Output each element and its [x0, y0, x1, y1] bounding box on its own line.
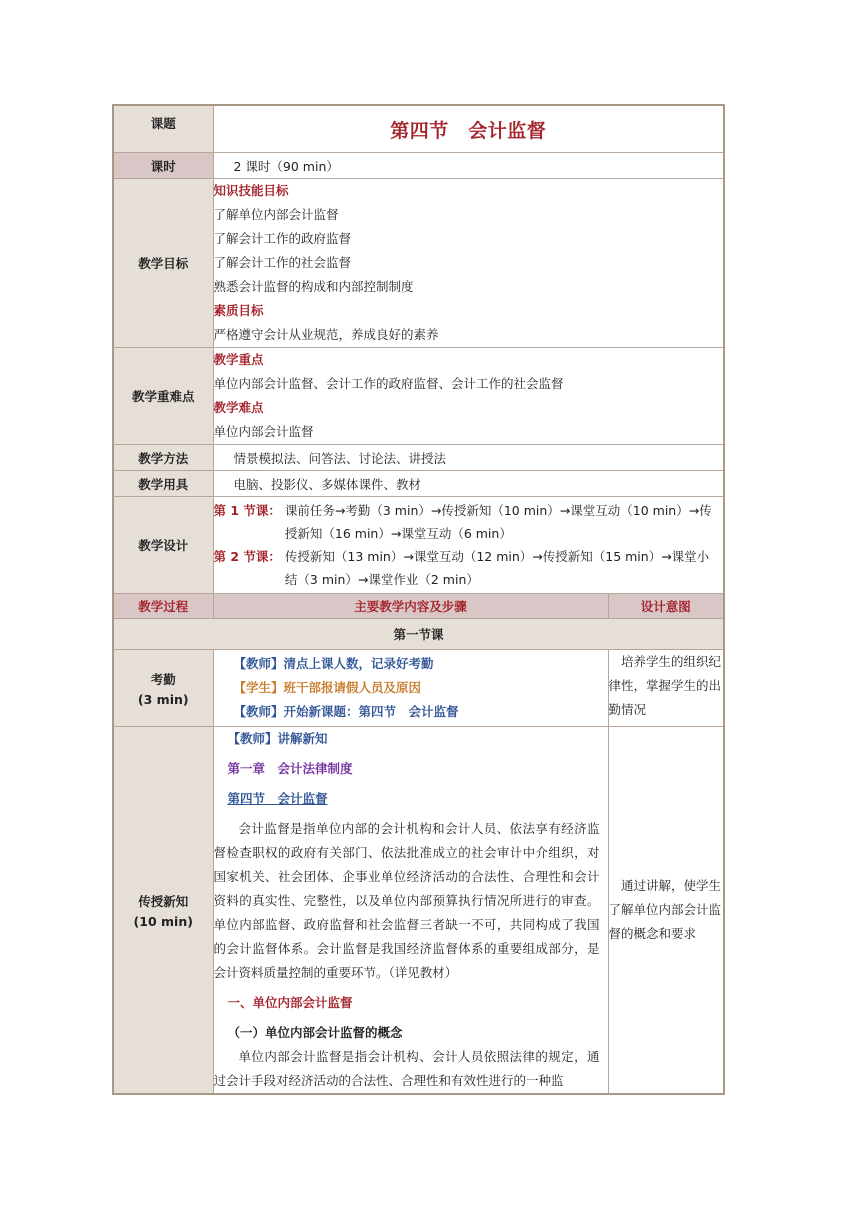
design-session-value: 传授新知（13 min）→课堂互动（12 min）→传授新知（15 min）→课堂小结（3 min）→课堂作业（2 min）	[284, 549, 710, 587]
attendance-label-cell	[113, 650, 213, 727]
teach-label-cell	[113, 727, 213, 1095]
content-col-header: 主要教学内容及步骤	[213, 594, 608, 619]
keypoints-label: 教学重难点	[113, 348, 213, 445]
design-label: 教学设计	[113, 497, 213, 594]
knowledge-item: 了解会计工作的社会监督	[213, 255, 352, 270]
objectives-row	[113, 179, 724, 348]
concept-paragraph: 单位内部会计监督是指会计机构、会计人员依照法律的规定，通过会计手段对经济活动的合法性、合理性和有效性进行的一种监	[213, 1049, 600, 1088]
attendance-duration: (3 min)	[137, 691, 189, 707]
quality-item: 严格遵守会计从业规范，养成良好的素养	[213, 327, 439, 342]
attendance-teacher-step: 【教师】清点上课人数，记录好考勤	[233, 656, 434, 671]
teach-duration: (10 min)	[133, 913, 193, 929]
knowledge-item: 了解单位内部会计监督	[213, 207, 339, 222]
keypoints-row	[113, 348, 724, 445]
hours-row	[113, 153, 724, 179]
topic-label: 课题	[113, 105, 213, 153]
attendance-row	[113, 650, 724, 727]
hours-value: 2 课时（90 min）	[213, 153, 724, 179]
attendance-content	[213, 650, 608, 727]
attendance-student-step: 【学生】班干部报请假人员及原因	[233, 680, 422, 695]
section-title: 第一节课	[113, 619, 724, 650]
teach-label: 传授新知	[138, 893, 189, 909]
teach-row	[113, 727, 724, 1095]
section-heading: 第四节 会计监督	[227, 791, 328, 806]
tools-label: 教学用具	[113, 471, 213, 497]
teach-content	[213, 727, 608, 1095]
page-title: 第四节 会计监督	[390, 119, 547, 142]
design-content	[213, 497, 724, 594]
objectives-content	[213, 179, 724, 348]
focus-heading: 教学重点	[213, 352, 264, 367]
topic-row	[113, 105, 724, 153]
definition-paragraph: 会计监督是指单位内部的会计机构和会计人员、依法享有经济监督检查职权的政府有关部门、依法批准成立的社会审计中介组织，对国家机关、社会团体、企事业单位经济活动的合法性、合理性和会计资料的真实性、完整性，以及单位内部预算执行情况所进行的审查。单位内部监督、政府监督和社会监督三者缺一不可，共同构成了我国的会计监督体系。会计监督是我国经济监督体系的重要组成部分，是会计资料质量控制的重要环节。（详见教材）	[213, 821, 600, 980]
teach-intent: 通过讲解，使学生了解单位内部会计监督的概念和要求	[608, 727, 724, 1095]
tools-value: 电脑、投影仪、多媒体课件、教材	[213, 471, 724, 497]
lesson-plan-document	[112, 104, 723, 1095]
attendance-label: 考勤	[150, 671, 176, 687]
knowledge-heading: 知识技能目标	[213, 183, 289, 198]
method-row	[113, 445, 724, 471]
tools-row	[113, 471, 724, 497]
method-label: 教学方法	[113, 445, 213, 471]
focus-text: 单位内部会计监督、会计工作的政府监督、会计工作的社会监督	[213, 376, 564, 391]
chapter-heading: 第一章 会计法律制度	[227, 761, 353, 776]
design-session-1	[214, 499, 724, 545]
process-col-header: 教学过程	[113, 594, 213, 619]
design-session-key: 第 2 节课：	[213, 549, 281, 564]
concept-heading: （一）单位内部会计监督的概念	[227, 1025, 403, 1040]
quality-heading: 素质目标	[213, 303, 264, 318]
section-row	[113, 619, 724, 650]
difficulty-heading: 教学难点	[213, 400, 264, 415]
attendance-intent: 培养学生的组织纪律性，掌握学生的出勤情况	[608, 650, 724, 727]
hours-label: 课时	[113, 153, 213, 179]
subsection-heading: 一、单位内部会计监督	[227, 995, 353, 1010]
knowledge-item: 了解会计工作的政府监督	[213, 231, 352, 246]
process-header-row	[113, 594, 724, 619]
objectives-label: 教学目标	[113, 179, 213, 348]
lesson-plan-table	[112, 104, 725, 1095]
topic-title-cell	[213, 105, 724, 153]
knowledge-item: 熟悉会计监督的构成和内部控制制度	[213, 279, 414, 294]
intent-col-header: 设计意图	[608, 594, 724, 619]
design-session-value: 课前任务→考勤（3 min）→传授新知（10 min）→课堂互动（10 min）→传授新知（16 min）→课堂互动（6 min）	[284, 503, 712, 541]
keypoints-content	[213, 348, 724, 445]
difficulty-text: 单位内部会计监督	[213, 424, 314, 439]
design-session-2	[214, 545, 724, 591]
design-row	[113, 497, 724, 594]
teach-teacher-step: 【教师】讲解新知	[227, 731, 328, 746]
design-session-key: 第 1 节课：	[213, 503, 281, 518]
method-value: 情景模拟法、问答法、讨论法、讲授法	[213, 445, 724, 471]
attendance-teacher-step: 【教师】开始新课题：第四节 会计监督	[233, 704, 459, 719]
